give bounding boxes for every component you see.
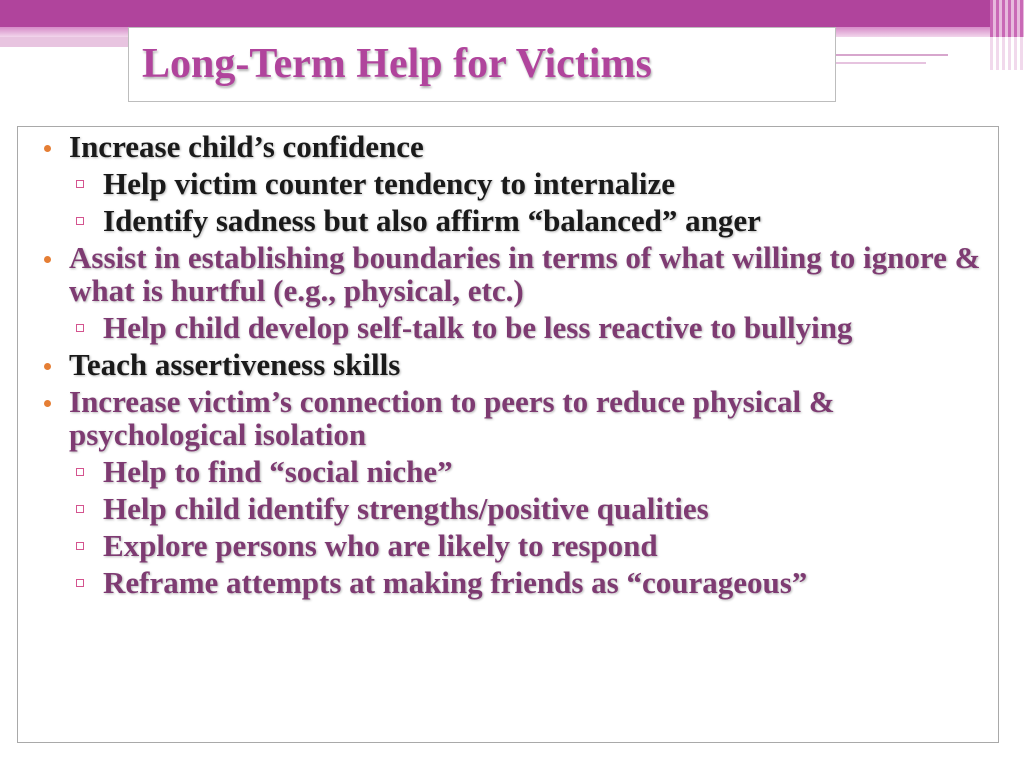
bullet-square-icon <box>76 180 84 188</box>
bullet-text: Increase child’s confidence <box>69 129 424 164</box>
bullet-item <box>18 348 998 381</box>
bullet-square-icon <box>76 579 84 587</box>
bullet-text: Assist in establishing boundaries in terms of what willing to ignore & what is hurtful (e.g., physical, etc.) <box>69 240 981 308</box>
bullet-square-icon <box>76 468 84 476</box>
bullet-dot-icon <box>44 363 51 370</box>
bullet-text: Increase victim’s connection to peers to reduce physical & psychological isolation <box>69 384 835 452</box>
bullet-square-icon <box>76 542 84 550</box>
slide-title: Long-Term Help for Victims <box>142 41 652 87</box>
bullet-dot-icon <box>44 256 51 263</box>
right-decorative-stripes-top <box>990 0 1024 37</box>
bullet-text: Teach assertiveness skills <box>69 347 401 382</box>
decorative-line <box>836 54 948 56</box>
bullet-text: Identify sadness but also affirm “balanced” anger <box>103 203 761 238</box>
bullet-text: Help child develop self-talk to be less reactive to bullying <box>103 310 853 345</box>
bullet-dot-icon <box>44 145 51 152</box>
sub-bullet-item <box>18 492 973 525</box>
bullet-text: Help to find “social niche” <box>103 454 453 489</box>
bullet-text: Help child identify strengths/positive qualities <box>103 491 709 526</box>
bullet-item <box>18 130 998 163</box>
decorative-line <box>836 62 926 64</box>
bullet-square-icon <box>76 324 84 332</box>
bullet-text: Reframe attempts at making friends as “courageous” <box>103 565 808 600</box>
bullet-list <box>18 130 998 603</box>
top-decorative-band-shade <box>0 37 140 47</box>
sub-bullet-item <box>18 455 973 488</box>
sub-bullet-item <box>18 311 973 344</box>
bullet-square-icon <box>76 217 84 225</box>
top-decorative-band <box>0 0 1024 27</box>
bullet-item <box>18 385 998 451</box>
bullet-text: Help victim counter tendency to internalize <box>103 166 675 201</box>
sub-bullet-item <box>18 566 973 599</box>
sub-bullet-item <box>18 167 973 200</box>
title-box <box>128 27 836 102</box>
sub-bullet-item <box>18 204 973 237</box>
bullet-dot-icon <box>44 400 51 407</box>
bullet-square-icon <box>76 505 84 513</box>
sub-bullet-item <box>18 529 973 562</box>
content-box <box>17 126 999 743</box>
bullet-text: Explore persons who are likely to respond <box>103 528 658 563</box>
bullet-item <box>18 241 998 307</box>
